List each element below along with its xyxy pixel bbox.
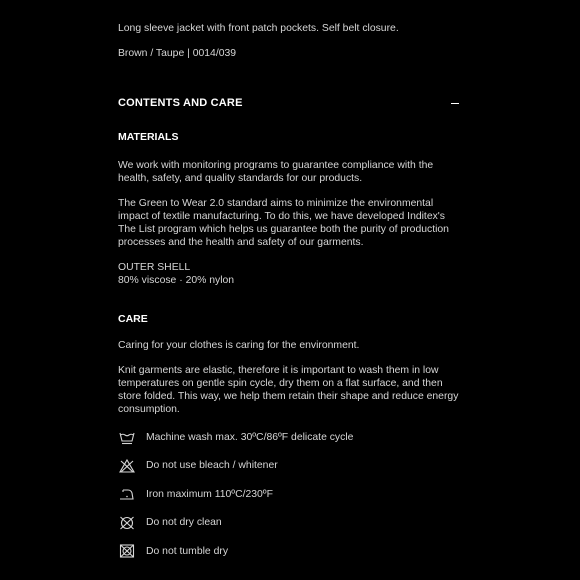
wash-30-delicate-icon	[118, 429, 136, 445]
care-paragraph: Knit garments are elastic, therefore it is important to wash them in low temperatures on gentle spin cycle, dry them on a flat surface, and then store folded. This way, we help them retain their shape and reduce energy consumption.	[118, 365, 459, 415]
care-instruction	[118, 458, 463, 474]
care-instruction	[118, 429, 463, 445]
no-dry-clean-icon	[118, 515, 136, 531]
care-instructions-list	[118, 429, 463, 559]
care-instruction-text: Do not dry clean	[146, 517, 222, 528]
no-bleach-icon	[118, 458, 136, 474]
outer-shell-label: OUTER SHELL	[118, 262, 191, 273]
care-instruction-text: Do not use bleach / whitener	[146, 460, 278, 471]
care-instruction	[118, 486, 463, 502]
care-instruction	[118, 543, 463, 559]
care-instruction-text: Machine wash max. 30ºC/86ºF delicate cycle	[146, 431, 354, 443]
iron-110-icon	[118, 486, 136, 502]
care-paragraph: Caring for your clothes is caring for the environment.	[118, 340, 360, 351]
product-color-reference: Brown / Taupe | 0014/039	[118, 48, 237, 59]
section-title: CONTENTS AND CARE	[118, 97, 243, 109]
care-instruction-text: Do not tumble dry	[146, 545, 229, 557]
care-instruction	[118, 515, 463, 531]
care-instruction-text: Iron maximum 110ºC/230ºF	[146, 488, 273, 500]
materials-paragraph: The Green to Wear 2.0 standard aims to minimize the environmental impact of textile manufacturing. To do this, we have developed Inditex's The List program which helps us guarantee both the purity of production processes and the health and safety of our garments.	[118, 198, 449, 248]
care-heading: CARE	[118, 313, 148, 325]
materials-heading: MATERIALS	[118, 131, 179, 143]
outer-shell-value: 80% viscose · 20% nylon	[118, 275, 235, 286]
materials-paragraph: We work with monitoring programs to guarantee compliance with the health, safety, and quality standards for our products.	[118, 160, 434, 184]
no-tumble-dry-icon	[118, 543, 136, 559]
product-description: Long sleeve jacket with front patch pockets. Self belt closure.	[118, 23, 399, 34]
product-details-panel	[118, 22, 463, 572]
collapse-minus-icon	[451, 103, 459, 104]
outer-shell-composition	[118, 261, 463, 287]
contents-and-care-toggle[interactable]	[118, 97, 463, 110]
